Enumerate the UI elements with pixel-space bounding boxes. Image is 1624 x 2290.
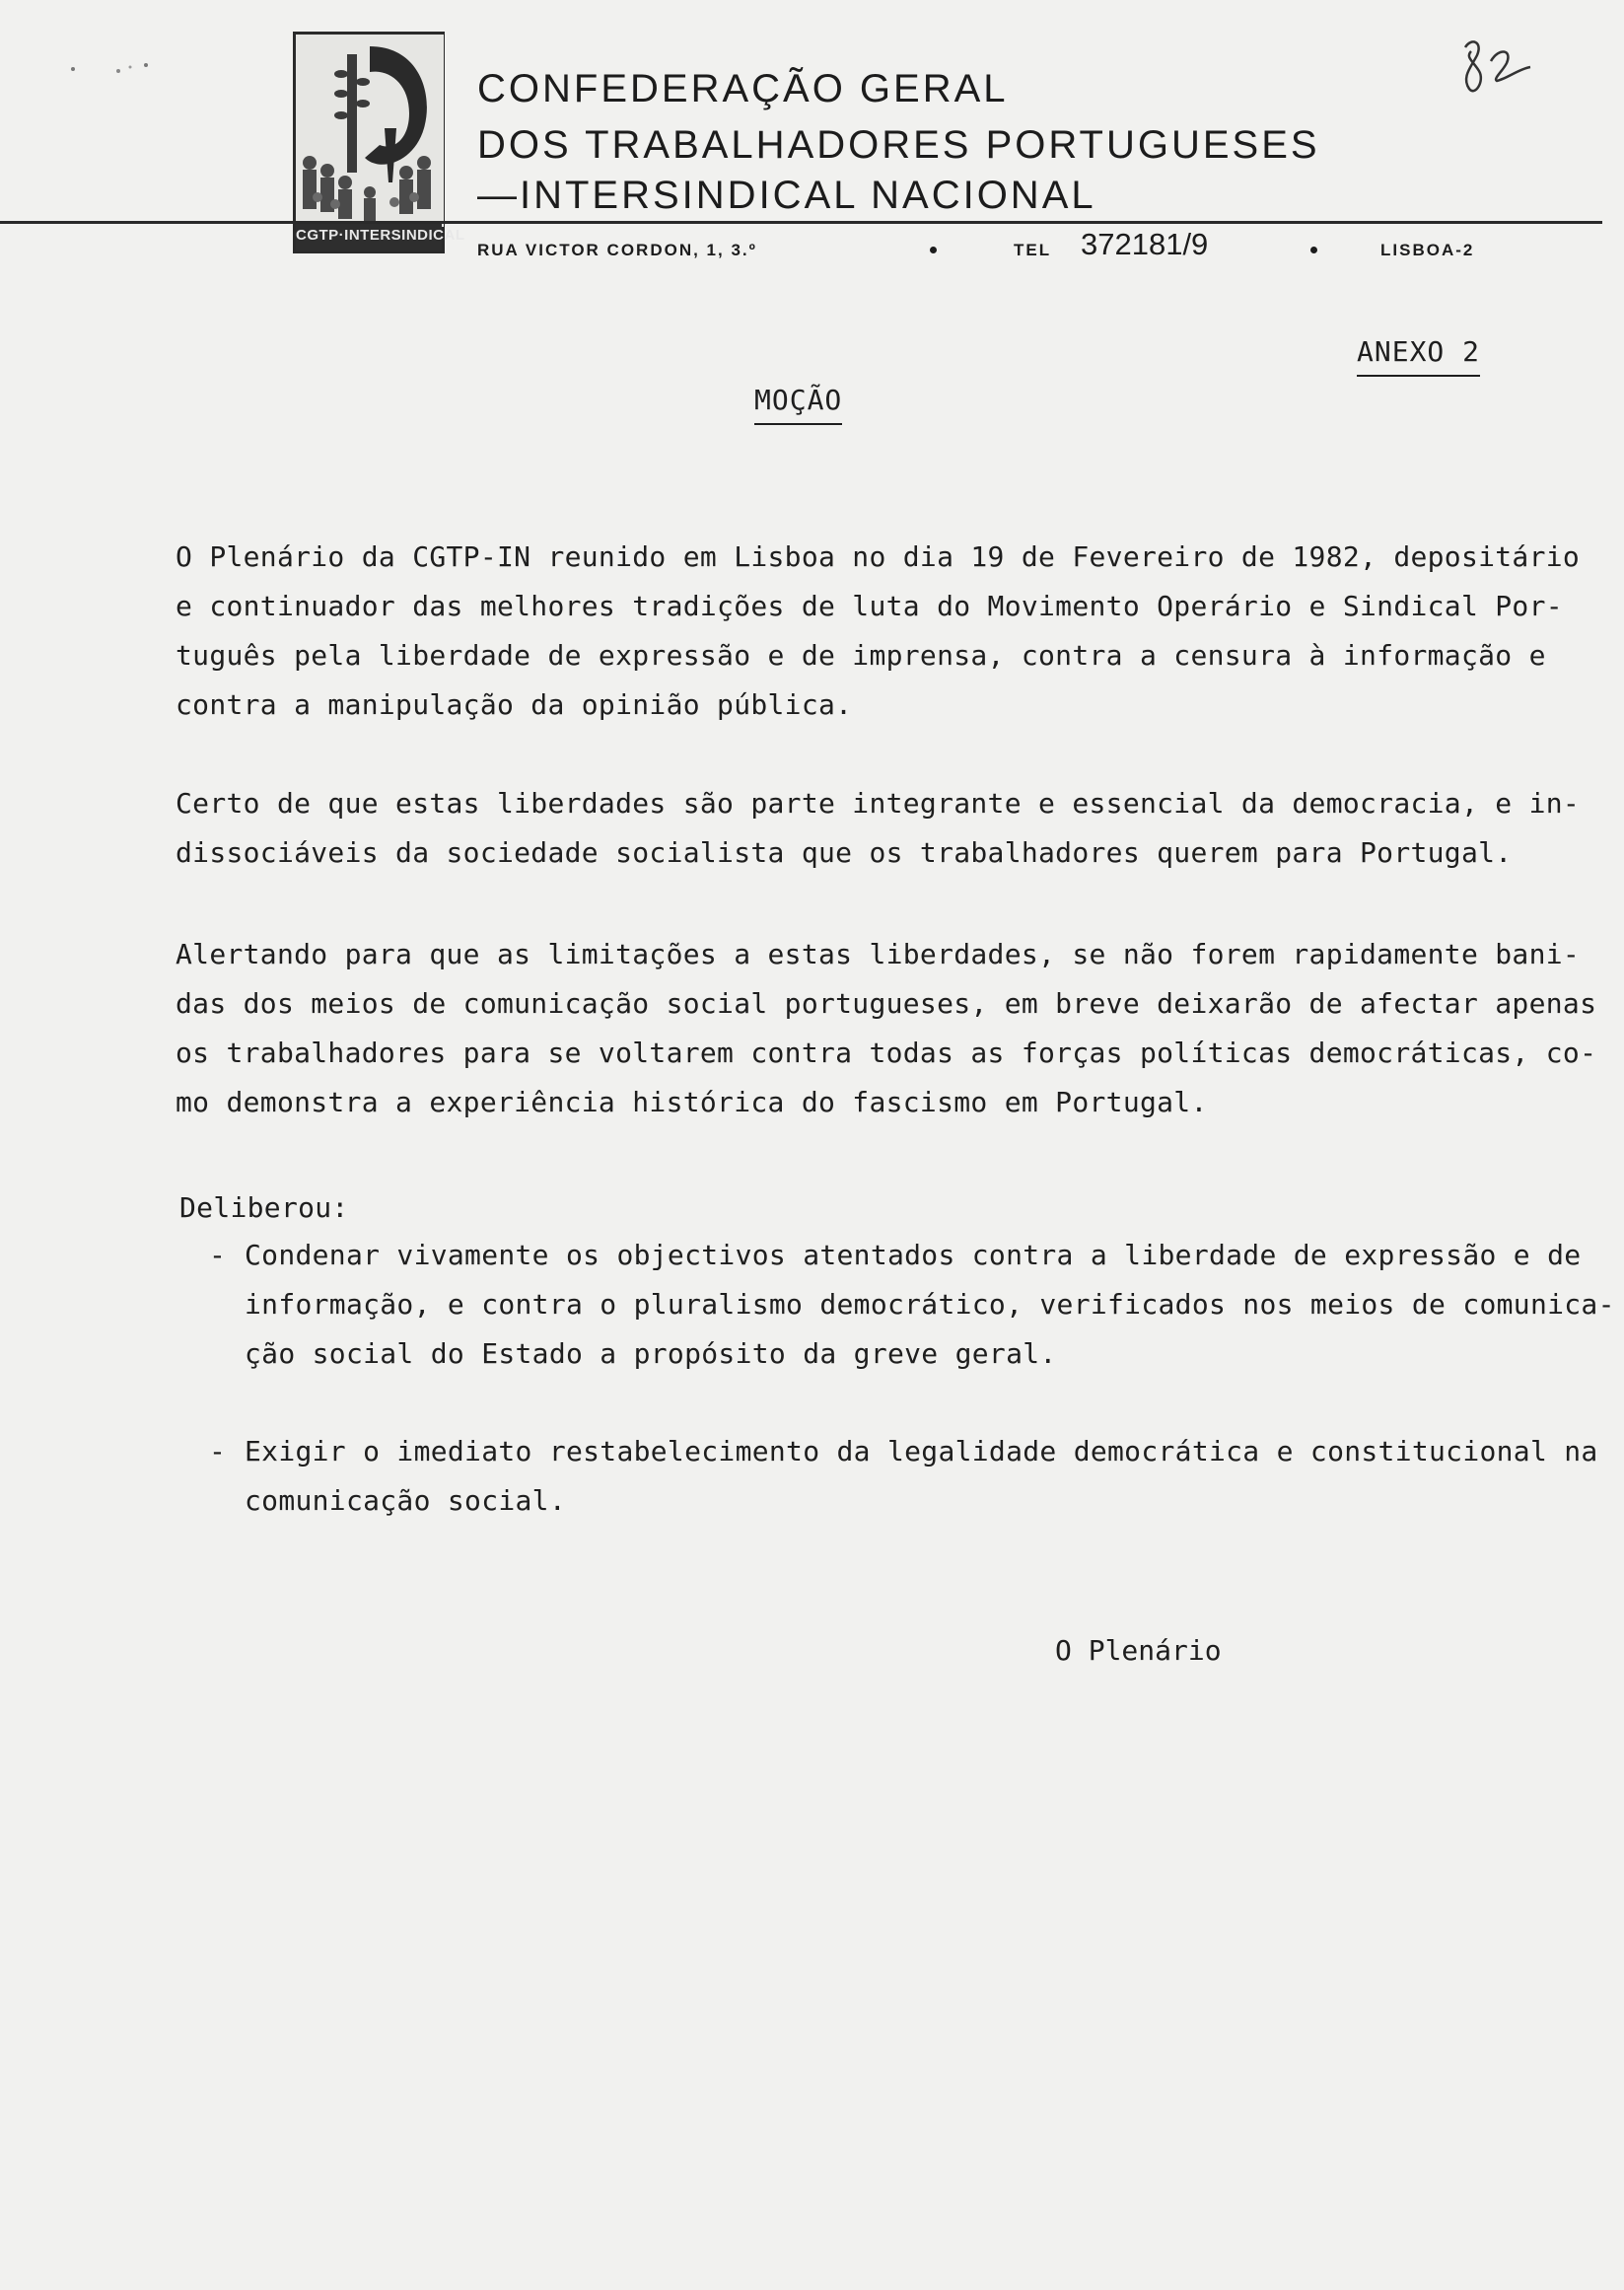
resolution-item-2	[245, 1427, 1598, 1526]
text-line: e continuador das melhores tradições de luta do Movimento Operário e Sindical Por-	[176, 590, 1563, 622]
text-line: Certo de que estas liberdades são parte integrante e essencial da democracia, e in-	[176, 787, 1581, 820]
org-name-line-3: —INTERSINDICAL NACIONAL	[477, 174, 1096, 217]
annex-label: ANEXO 2	[1357, 335, 1480, 377]
resolution-item-1	[245, 1231, 1615, 1379]
bullet-dash: -	[209, 1435, 226, 1467]
text-line: O Plenário da CGTP-IN reunido em Lisboa no dia 19 de Fevereiro de 1982, depositário	[176, 540, 1581, 573]
resolution-label: Deliberou:	[179, 1191, 349, 1224]
document-title: MOÇÃO	[754, 384, 842, 425]
text-line: ção social do Estado a propósito da greve geral.	[245, 1337, 1057, 1370]
separator-dot-icon	[1310, 247, 1317, 253]
text-line: dissociáveis da sociedade socialista que os trabalhadores querem para Portugal.	[176, 836, 1513, 869]
letterhead-rule	[0, 221, 1602, 224]
city: LISBOA-2	[1380, 241, 1475, 259]
text-line: contra a manipulação da opinião pública.	[176, 688, 853, 721]
logo-emblem-icon	[296, 35, 444, 227]
text-line: mo demonstra a experiência histórica do fascismo em Portugal.	[176, 1086, 1208, 1118]
address: RUA VICTOR CORDON, 1, 3.º	[477, 241, 757, 259]
text-line: comunicação social.	[245, 1484, 566, 1517]
signature: O Plenário	[1055, 1634, 1222, 1667]
text-line: informação, e contra o pluralismo democrático, verificados nos meios de comunica-	[245, 1288, 1615, 1321]
logo-caption: CGTP·INTERSINDICAL	[296, 221, 442, 250]
paragraph-2	[176, 779, 1581, 878]
text-line: Condenar vivamente os objectivos atentados contra a liberdade de expressão e de	[245, 1239, 1582, 1271]
separator-dot-icon	[930, 247, 937, 253]
paragraph-1	[176, 533, 1581, 730]
text-line: das dos meios de comunicação social portugueses, em breve deixarão de afectar apenas	[176, 987, 1597, 1020]
bullet-dash: -	[209, 1239, 226, 1271]
org-name-line-1: CONFEDERAÇÃO GERAL	[477, 67, 1009, 110]
paragraph-3	[176, 930, 1597, 1127]
handwritten-mark-icon	[1457, 37, 1536, 107]
paper-specks	[69, 57, 187, 77]
tel-label: TEL	[1014, 241, 1052, 259]
text-line: Alertando para que as limitações a estas liberdades, se não forem rapidamente bani-	[176, 938, 1581, 970]
org-name-line-2: DOS TRABALHADORES PORTUGUESES	[477, 123, 1320, 167]
text-line: os trabalhadores para se voltarem contra todas as forças políticas democráticas, co-	[176, 1037, 1597, 1069]
tel-number: 372181/9	[1081, 227, 1209, 261]
text-line: Exigir o imediato restabelecimento da legalidade democrática e constitucional na	[245, 1435, 1598, 1467]
text-line: tuguês pela liberdade de expressão e de imprensa, contra a censura à informação e	[176, 639, 1546, 672]
